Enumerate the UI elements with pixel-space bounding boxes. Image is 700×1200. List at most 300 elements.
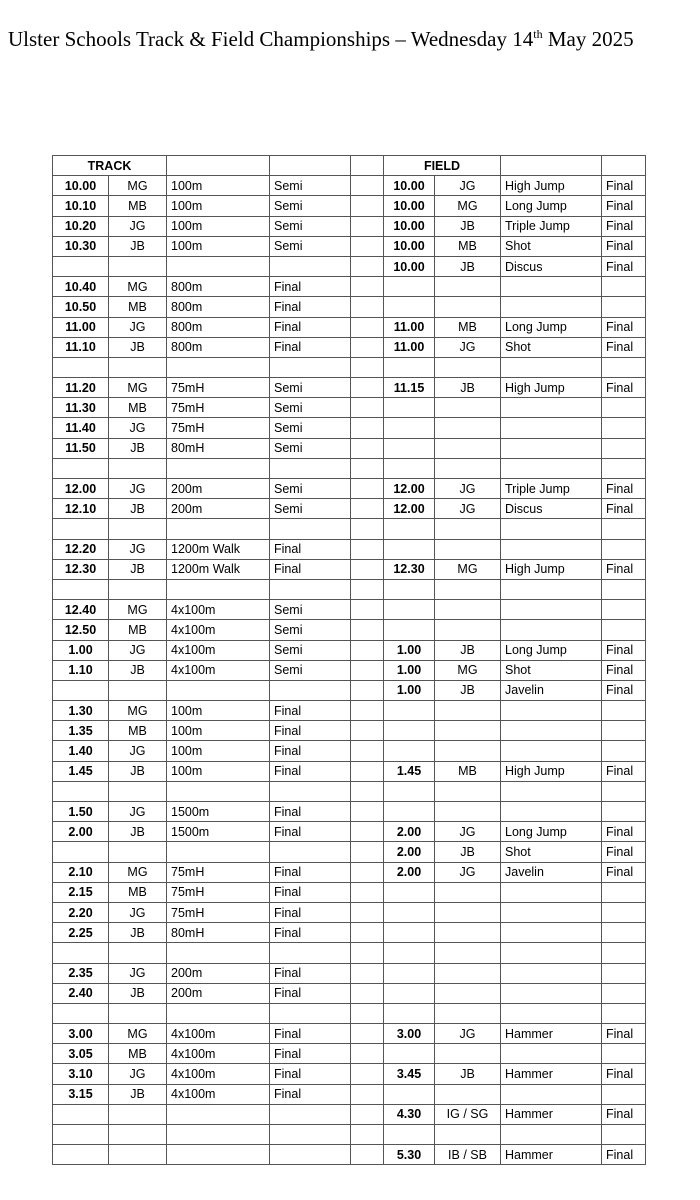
spacer-cell xyxy=(351,620,384,640)
spacer-cell xyxy=(351,761,384,781)
track-time-cell xyxy=(53,458,109,478)
field-event-cell: Javelin xyxy=(501,862,602,882)
schedule-row xyxy=(53,1125,646,1145)
track-round-cell: Semi xyxy=(270,176,351,196)
field-round-cell: Final xyxy=(602,196,646,216)
field-event-cell: High Jump xyxy=(501,761,602,781)
field-time-cell xyxy=(384,579,435,599)
schedule-row xyxy=(53,176,646,196)
field-time-cell xyxy=(384,1003,435,1023)
track-group-cell: JB xyxy=(109,1084,167,1104)
track-round-cell: Final xyxy=(270,1044,351,1064)
track-group-cell: JB xyxy=(109,761,167,781)
track-time-cell xyxy=(53,781,109,801)
track-time-cell: 2.20 xyxy=(53,902,109,922)
track-event-cell xyxy=(167,781,270,801)
field-group-cell xyxy=(435,620,501,640)
track-time-cell: 10.50 xyxy=(53,297,109,317)
track-time-cell: 1.30 xyxy=(53,701,109,721)
field-time-cell xyxy=(384,781,435,801)
field-round-cell xyxy=(602,539,646,559)
track-time-cell xyxy=(53,579,109,599)
track-group-cell: JG xyxy=(109,741,167,761)
field-event-cell: Long Jump xyxy=(501,317,602,337)
field-group-cell xyxy=(435,438,501,458)
field-group-cell xyxy=(435,357,501,377)
schedule-row xyxy=(53,1145,646,1165)
title-main: Ulster Schools Track & Field Championships – Wednesday 14 xyxy=(8,27,534,51)
field-event-cell: Long Jump xyxy=(501,822,602,842)
field-group-cell: JB xyxy=(435,378,501,398)
field-event-cell: Long Jump xyxy=(501,196,602,216)
field-event-cell: Discus xyxy=(501,256,602,276)
field-time-cell: 12.00 xyxy=(384,499,435,519)
track-time-cell: 11.10 xyxy=(53,337,109,357)
field-round-cell xyxy=(602,1125,646,1145)
track-round-cell: Final xyxy=(270,539,351,559)
track-round-cell: Final xyxy=(270,1024,351,1044)
track-time-cell: 11.00 xyxy=(53,317,109,337)
schedule-row xyxy=(53,256,646,276)
field-round-cell xyxy=(602,418,646,438)
field-event-cell xyxy=(501,882,602,902)
field-group-cell xyxy=(435,943,501,963)
field-group-cell: JB xyxy=(435,842,501,862)
field-round-cell: Final xyxy=(602,216,646,236)
field-time-cell: 10.00 xyxy=(384,176,435,196)
spacer-cell xyxy=(351,1145,384,1165)
spacer-cell xyxy=(351,1024,384,1044)
schedule-row xyxy=(53,862,646,882)
track-round-cell xyxy=(270,1145,351,1165)
schedule-row xyxy=(53,337,646,357)
field-event-cell xyxy=(501,983,602,1003)
schedule-row xyxy=(53,761,646,781)
track-round-cell: Final xyxy=(270,923,351,943)
spacer-cell xyxy=(351,277,384,297)
track-event-cell: 1200m Walk xyxy=(167,559,270,579)
track-event-cell: 80mH xyxy=(167,438,270,458)
track-round-cell: Final xyxy=(270,761,351,781)
spacer-cell xyxy=(351,216,384,236)
field-round-cell xyxy=(602,983,646,1003)
track-round-cell: Final xyxy=(270,741,351,761)
field-event-cell: Hammer xyxy=(501,1024,602,1044)
spacer-cell xyxy=(351,337,384,357)
track-group-cell xyxy=(109,943,167,963)
spacer-cell xyxy=(351,781,384,801)
field-time-cell xyxy=(384,620,435,640)
track-time-cell: 12.00 xyxy=(53,479,109,499)
field-group-cell: MG xyxy=(435,660,501,680)
track-round-cell: Final xyxy=(270,1064,351,1084)
field-round-cell xyxy=(602,701,646,721)
field-group-cell: JG xyxy=(435,499,501,519)
field-time-cell: 5.30 xyxy=(384,1145,435,1165)
field-round-cell xyxy=(602,458,646,478)
field-round-cell: Final xyxy=(602,337,646,357)
field-group-cell xyxy=(435,963,501,983)
track-event-cell xyxy=(167,458,270,478)
track-event-cell xyxy=(167,1003,270,1023)
spacer-cell xyxy=(351,882,384,902)
header-blank xyxy=(167,156,270,176)
field-round-cell xyxy=(602,1044,646,1064)
track-round-cell xyxy=(270,842,351,862)
field-group-cell: JB xyxy=(435,640,501,660)
field-time-cell xyxy=(384,882,435,902)
track-event-cell: 4x100m xyxy=(167,1044,270,1064)
header-blank xyxy=(501,156,602,176)
field-group-cell xyxy=(435,398,501,418)
track-group-cell: MB xyxy=(109,196,167,216)
field-group-cell: JG xyxy=(435,822,501,842)
spacer-cell xyxy=(351,378,384,398)
field-time-cell: 2.00 xyxy=(384,822,435,842)
track-group-cell: MG xyxy=(109,277,167,297)
track-group-cell: MB xyxy=(109,398,167,418)
field-group-cell xyxy=(435,983,501,1003)
schedule-row xyxy=(53,317,646,337)
track-event-cell: 200m xyxy=(167,963,270,983)
track-event-cell xyxy=(167,680,270,700)
track-group-cell: JB xyxy=(109,983,167,1003)
track-time-cell: 11.50 xyxy=(53,438,109,458)
track-group-cell: JG xyxy=(109,418,167,438)
schedule-row xyxy=(53,196,646,216)
track-event-cell: 100m xyxy=(167,741,270,761)
field-round-cell xyxy=(602,802,646,822)
track-round-cell: Semi xyxy=(270,620,351,640)
schedule-row xyxy=(53,297,646,317)
schedule-row xyxy=(53,741,646,761)
field-group-cell xyxy=(435,418,501,438)
field-event-cell: High Jump xyxy=(501,378,602,398)
track-time-cell: 1.50 xyxy=(53,802,109,822)
track-group-cell xyxy=(109,1145,167,1165)
field-time-cell: 12.30 xyxy=(384,559,435,579)
track-group-cell xyxy=(109,357,167,377)
field-event-cell xyxy=(501,539,602,559)
field-group-cell: IB / SB xyxy=(435,1145,501,1165)
spacer-cell xyxy=(351,983,384,1003)
schedule-row xyxy=(53,721,646,741)
track-time-cell: 2.10 xyxy=(53,862,109,882)
track-round-cell: Final xyxy=(270,822,351,842)
field-group-cell xyxy=(435,802,501,822)
field-time-cell xyxy=(384,983,435,1003)
spacer-cell xyxy=(351,519,384,539)
track-event-cell xyxy=(167,943,270,963)
schedule-row xyxy=(53,479,646,499)
field-event-cell xyxy=(501,600,602,620)
field-time-cell xyxy=(384,357,435,377)
track-time-cell: 1.45 xyxy=(53,761,109,781)
track-time-cell xyxy=(53,1003,109,1023)
track-group-cell: JG xyxy=(109,479,167,499)
field-event-cell xyxy=(501,923,602,943)
field-time-cell: 2.00 xyxy=(384,862,435,882)
track-time-cell xyxy=(53,519,109,539)
spacer-cell xyxy=(351,1003,384,1023)
track-event-cell xyxy=(167,842,270,862)
spacer-cell xyxy=(351,176,384,196)
schedule-table xyxy=(52,155,646,1165)
track-group-cell: JG xyxy=(109,216,167,236)
field-time-cell xyxy=(384,438,435,458)
schedule-row xyxy=(53,216,646,236)
field-round-cell: Final xyxy=(602,499,646,519)
track-time-cell xyxy=(53,680,109,700)
spacer-cell xyxy=(351,357,384,377)
field-time-cell xyxy=(384,902,435,922)
spacer-cell xyxy=(351,539,384,559)
track-event-cell: 200m xyxy=(167,499,270,519)
schedule-row xyxy=(53,620,646,640)
track-group-cell: MG xyxy=(109,176,167,196)
track-round-cell: Final xyxy=(270,802,351,822)
track-event-cell: 1200m Walk xyxy=(167,539,270,559)
field-event-cell: Hammer xyxy=(501,1145,602,1165)
field-time-cell xyxy=(384,277,435,297)
track-event-cell: 4x100m xyxy=(167,660,270,680)
schedule-row xyxy=(53,378,646,398)
track-group-cell: JG xyxy=(109,640,167,660)
field-round-cell: Final xyxy=(602,1104,646,1124)
track-group-cell: JB xyxy=(109,660,167,680)
track-group-cell: JG xyxy=(109,317,167,337)
field-group-cell xyxy=(435,741,501,761)
track-round-cell: Final xyxy=(270,902,351,922)
track-group-cell: JB xyxy=(109,236,167,256)
track-group-cell: MG xyxy=(109,862,167,882)
field-round-cell xyxy=(602,963,646,983)
field-event-cell xyxy=(501,1125,602,1145)
schedule-body xyxy=(53,176,646,1165)
schedule-row xyxy=(53,822,646,842)
spacer-cell xyxy=(351,398,384,418)
track-time-cell: 12.40 xyxy=(53,600,109,620)
track-event-cell xyxy=(167,519,270,539)
spacer-cell xyxy=(351,862,384,882)
field-time-cell xyxy=(384,923,435,943)
field-event-cell: Shot xyxy=(501,337,602,357)
track-time-cell: 1.10 xyxy=(53,660,109,680)
track-event-cell: 200m xyxy=(167,479,270,499)
field-group-cell xyxy=(435,882,501,902)
field-group-cell xyxy=(435,519,501,539)
field-time-cell xyxy=(384,519,435,539)
track-group-cell: MG xyxy=(109,378,167,398)
track-event-cell: 75mH xyxy=(167,398,270,418)
field-group-cell xyxy=(435,781,501,801)
schedule-row xyxy=(53,1104,646,1124)
field-time-cell xyxy=(384,1044,435,1064)
field-round-cell xyxy=(602,398,646,418)
field-group-cell: JG xyxy=(435,479,501,499)
field-round-cell xyxy=(602,519,646,539)
track-time-cell xyxy=(53,842,109,862)
field-round-cell: Final xyxy=(602,256,646,276)
track-round-cell: Final xyxy=(270,277,351,297)
track-round-cell xyxy=(270,357,351,377)
track-round-cell: Final xyxy=(270,297,351,317)
track-group-cell xyxy=(109,458,167,478)
field-round-cell xyxy=(602,741,646,761)
track-round-cell xyxy=(270,680,351,700)
spacer-cell xyxy=(351,458,384,478)
field-event-cell: Triple Jump xyxy=(501,216,602,236)
field-event-cell xyxy=(501,620,602,640)
track-time-cell: 10.00 xyxy=(53,176,109,196)
field-time-cell xyxy=(384,539,435,559)
track-group-cell: JB xyxy=(109,337,167,357)
field-group-cell xyxy=(435,1044,501,1064)
field-group-cell xyxy=(435,721,501,741)
title-ordinal-suffix: th xyxy=(533,27,543,41)
track-round-cell: Semi xyxy=(270,418,351,438)
spacer-cell xyxy=(351,943,384,963)
track-event-cell: 100m xyxy=(167,761,270,781)
track-group-cell xyxy=(109,256,167,276)
field-round-cell: Final xyxy=(602,1145,646,1165)
schedule-row xyxy=(53,458,646,478)
schedule-row xyxy=(53,1044,646,1064)
track-round-cell: Semi xyxy=(270,640,351,660)
track-round-cell xyxy=(270,579,351,599)
field-event-cell xyxy=(501,721,602,741)
field-group-cell xyxy=(435,701,501,721)
field-round-cell xyxy=(602,620,646,640)
spacer-cell xyxy=(351,1044,384,1064)
field-time-cell xyxy=(384,458,435,478)
track-time-cell: 2.25 xyxy=(53,923,109,943)
track-round-cell: Final xyxy=(270,963,351,983)
spacer-cell xyxy=(351,317,384,337)
track-group-cell xyxy=(109,680,167,700)
field-event-cell xyxy=(501,1003,602,1023)
track-round-cell: Final xyxy=(270,882,351,902)
track-group-cell: JB xyxy=(109,822,167,842)
field-event-cell: Hammer xyxy=(501,1104,602,1124)
schedule-row xyxy=(53,943,646,963)
track-event-cell: 4x100m xyxy=(167,620,270,640)
field-round-cell xyxy=(602,1003,646,1023)
field-event-cell xyxy=(501,781,602,801)
spacer-cell xyxy=(351,680,384,700)
track-round-cell: Semi xyxy=(270,499,351,519)
field-round-cell xyxy=(602,923,646,943)
field-time-cell: 1.00 xyxy=(384,680,435,700)
track-time-cell: 2.00 xyxy=(53,822,109,842)
spacer-cell xyxy=(351,236,384,256)
field-event-cell: High Jump xyxy=(501,176,602,196)
field-time-cell: 11.15 xyxy=(384,378,435,398)
field-group-cell xyxy=(435,458,501,478)
track-group-cell: JG xyxy=(109,539,167,559)
track-group-cell: MB xyxy=(109,297,167,317)
track-round-cell: Semi xyxy=(270,660,351,680)
header-blank xyxy=(602,156,646,176)
track-time-cell: 11.40 xyxy=(53,418,109,438)
track-event-cell xyxy=(167,579,270,599)
field-time-cell: 1.00 xyxy=(384,660,435,680)
track-round-cell: Semi xyxy=(270,236,351,256)
spacer-cell xyxy=(351,1125,384,1145)
field-event-cell xyxy=(501,297,602,317)
spacer-cell xyxy=(351,640,384,660)
field-event-cell xyxy=(501,741,602,761)
track-group-cell: JB xyxy=(109,559,167,579)
field-event-cell: High Jump xyxy=(501,559,602,579)
schedule-row xyxy=(53,499,646,519)
track-round-cell xyxy=(270,519,351,539)
schedule-row xyxy=(53,398,646,418)
track-time-cell xyxy=(53,357,109,377)
field-time-cell: 2.00 xyxy=(384,842,435,862)
field-group-cell: MB xyxy=(435,317,501,337)
spacer-cell xyxy=(351,438,384,458)
track-round-cell xyxy=(270,256,351,276)
schedule-row xyxy=(53,357,646,377)
field-group-cell: MB xyxy=(435,236,501,256)
field-event-cell xyxy=(501,458,602,478)
field-round-cell xyxy=(602,357,646,377)
field-event-cell: Long Jump xyxy=(501,640,602,660)
field-time-cell: 10.00 xyxy=(384,256,435,276)
field-time-cell xyxy=(384,701,435,721)
track-round-cell: Semi xyxy=(270,600,351,620)
spacer-cell xyxy=(351,802,384,822)
track-group-cell xyxy=(109,519,167,539)
track-round-cell xyxy=(270,1104,351,1124)
track-event-cell: 100m xyxy=(167,721,270,741)
track-event-cell: 100m xyxy=(167,196,270,216)
schedule-row xyxy=(53,963,646,983)
track-time-cell: 3.05 xyxy=(53,1044,109,1064)
field-event-cell: Triple Jump xyxy=(501,479,602,499)
field-group-cell xyxy=(435,1003,501,1023)
field-group-cell: JB xyxy=(435,680,501,700)
spacer-cell xyxy=(351,600,384,620)
spacer-cell xyxy=(351,579,384,599)
field-time-cell: 10.00 xyxy=(384,196,435,216)
track-time-cell xyxy=(53,1104,109,1124)
field-time-cell xyxy=(384,297,435,317)
track-time-cell: 1.35 xyxy=(53,721,109,741)
track-round-cell: Final xyxy=(270,701,351,721)
field-round-cell xyxy=(602,902,646,922)
track-round-cell xyxy=(270,943,351,963)
track-event-cell: 800m xyxy=(167,277,270,297)
field-time-cell: 11.00 xyxy=(384,317,435,337)
field-event-cell xyxy=(501,943,602,963)
track-group-cell: MG xyxy=(109,600,167,620)
track-event-cell: 75mH xyxy=(167,378,270,398)
spacer-cell xyxy=(351,822,384,842)
field-time-cell: 3.00 xyxy=(384,1024,435,1044)
field-round-cell: Final xyxy=(602,1024,646,1044)
track-group-cell xyxy=(109,1104,167,1124)
track-time-cell: 12.10 xyxy=(53,499,109,519)
track-round-cell: Final xyxy=(270,559,351,579)
spacer-cell xyxy=(351,479,384,499)
schedule-row xyxy=(53,640,646,660)
track-time-cell: 10.30 xyxy=(53,236,109,256)
track-event-cell xyxy=(167,357,270,377)
page-title xyxy=(8,27,698,52)
track-round-cell xyxy=(270,458,351,478)
